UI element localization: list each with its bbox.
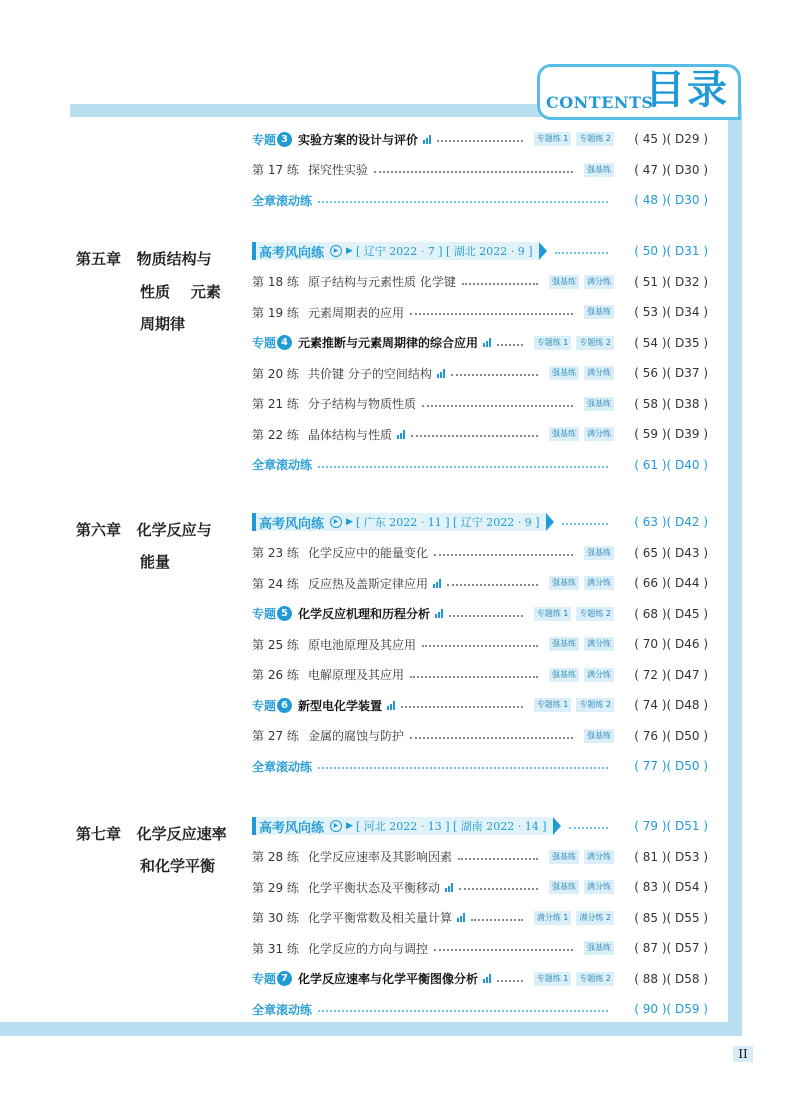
lesson-name: 化学平衡常数及相关量计算 [308,911,453,925]
lesson-number: 第 29 练 [252,880,299,895]
practice-badge: 强基练 [549,637,579,651]
lesson-row[interactable] [252,302,708,322]
level-bars-icon [387,701,395,710]
topic-name: 化学反应速率与化学平衡图像分析 [298,972,479,986]
gaokao-label: 高考风向练 [259,820,325,836]
leader-dots [422,405,573,407]
practice-badge: 专题练 1 [534,336,572,350]
practice-badge: 强基练 [549,880,579,894]
practice-badge: 满分练 1 [534,911,572,925]
review-label: 全章滚动练 [252,759,313,774]
leader-dots [471,919,523,921]
page-ref: ( 79 )( D51 ) [634,819,708,833]
lesson-number: 第 18 练 [252,275,299,289]
level-bars-icon [435,609,443,618]
gaokao-sources: [ 辽宁 2022 · 7 ] [ 湖北 2022 · 9 ] [355,245,533,258]
leader-dots [458,858,538,860]
leader-dots [434,949,573,951]
practice-badge: 满分练 [584,880,614,894]
topic-name: 实验方案的设计与评价 [298,132,419,147]
page-ref: ( 61 )( D40 ) [634,457,708,472]
page-ref: ( 81 )( D53 ) [634,849,708,864]
level-bars-icon [433,579,441,588]
contents-heading: CONTENTS [546,93,654,112]
topic-name: 元素推断与元素周期律的综合应用 [298,336,479,350]
lesson-row[interactable] [252,908,708,928]
leader-dots [462,283,538,285]
video-icon: ▶ [330,820,342,832]
practice-badge: 强基练 [549,275,579,289]
chapter-title-line: 和化学平衡 [140,857,216,875]
gaokao-banner [252,817,553,835]
leader-dots [447,584,538,586]
leader-dots [318,1010,608,1012]
lesson-name: 元素周期表的应用 [308,305,405,320]
topic-label: 专题 [252,336,277,350]
leader-dots [451,374,538,376]
practice-badge: 专题练 1 [534,972,572,986]
gaokao-row[interactable] [252,241,708,261]
practice-badge: 强基练 [584,729,614,743]
practice-badge: 专题练 2 [576,336,614,350]
practice-badge: 强基练 [584,163,614,177]
review-label: 全章滚动练 [252,1002,313,1017]
lesson-name: 金属的腐蚀与防护 [308,729,405,743]
lesson-name: 化学平衡状态及平衡移动 [308,880,441,895]
lesson-number: 第 20 练 [252,366,299,381]
page-ref: ( 83 )( D54 ) [634,880,708,894]
lesson-row[interactable] [252,847,708,867]
leader-dots [434,554,573,556]
topic-row[interactable] [252,129,708,149]
lesson-name: 晶体结构与性质 [308,427,393,442]
gaokao-row[interactable] [252,512,708,532]
gaokao-sources: [ 广东 2022 · 11 ] [ 辽宁 2022 · 9 ] [355,516,540,529]
leader-dots [411,435,538,437]
lesson-row[interactable] [252,363,708,383]
lesson-number: 第 31 练 [252,941,299,956]
lesson-name: 共价键 分子的空间结构 [308,366,432,381]
leader-dots [497,344,523,346]
page-ref: ( 90 )( D59 ) [634,1002,708,1016]
lesson-number: 第 17 练 [252,163,299,177]
page-ref: ( 85 )( D55 ) [634,910,708,925]
topic-label: 专题 [252,607,277,621]
practice-badge: 专题练 2 [576,607,614,621]
page-ref: ( 72 )( D47 ) [634,667,708,682]
leader-dots [410,737,573,739]
level-bars-icon [483,974,491,983]
level-bars-icon [445,883,453,892]
lesson-row[interactable] [252,394,708,414]
lesson-name: 分子结构与物质性质 [308,397,417,411]
practice-badge: 专题练 2 [576,698,614,712]
practice-badge: 强基练 [549,366,579,380]
level-bars-icon [423,135,431,144]
practice-badge: 满分练 [584,637,614,651]
gaokao-row[interactable] [252,816,708,836]
practice-badge: 强基练 [549,427,579,441]
gaokao-banner [252,513,546,531]
video-icon: ▶ [330,516,342,528]
topic-label: 专题 [252,972,277,986]
topic-row[interactable] [252,333,708,353]
topic-row[interactable] [252,695,708,715]
practice-badge: 专题练 1 [534,607,572,621]
page-ref: ( 56 )( D37 ) [634,366,708,380]
review-row[interactable] [252,999,708,1019]
lesson-number: 第 30 练 [252,911,299,925]
page-ref: ( 65 )( D43 ) [634,545,708,560]
page-ref: ( 53 )( D34 ) [634,305,708,319]
topic-row[interactable] [252,969,708,989]
page-ref: ( 59 )( D39 ) [634,427,708,441]
chapter-title-line: 能量 [140,553,171,571]
page-ref: ( 63 )( D42 ) [634,515,708,529]
gaokao-banner [252,242,539,260]
chapter-title-line: 周期律 [140,315,186,333]
page-ref: ( 58 )( D38 ) [634,396,708,411]
video-icon: ▶ [330,245,342,257]
practice-badge: 强基练 [584,305,614,319]
practice-badge: 强基练 [584,397,614,411]
page-ref: ( 66 )( D44 ) [634,576,708,590]
practice-badge: 满分练 [584,576,614,590]
lesson-name: 电解原理及其应用 [308,668,405,682]
practice-badge: 满分练 2 [576,911,614,925]
lesson-row[interactable] [252,938,708,958]
lesson-name: 探究性实验 [308,163,369,177]
topic-number-circle: 4 [277,335,292,350]
topic-row[interactable] [252,604,708,624]
practice-badge: 满分练 [584,850,614,864]
lesson-number: 第 22 练 [252,427,299,442]
topic-name: 新型电化学装置 [298,698,383,713]
page-ref: ( 70 )( D46 ) [634,637,708,651]
review-row[interactable] [252,455,708,475]
arrow-icon: ▶ [346,517,353,527]
lesson-number: 第 26 练 [252,668,299,682]
chapter-title-line: 第六章 化学反应与 [76,521,212,539]
practice-badge: 专题练 1 [534,698,572,712]
practice-badge: 专题练 2 [576,132,614,146]
level-bars-icon [437,369,445,378]
lesson-name: 反应热及盖斯定律应用 [308,576,429,591]
gaokao-label: 高考风向练 [259,245,325,261]
lesson-number: 第 24 练 [252,576,299,591]
leader-dots [449,615,523,617]
gaokao-label: 高考风向练 [259,516,325,532]
lesson-name: 原子结构与元素性质 化学键 [308,275,456,289]
gaokao-sources: [ 河北 2022 · 13 ] [ 湖南 2022 · 14 ] [355,820,547,833]
practice-badge: 强基练 [584,941,614,955]
leader-dots [562,523,608,525]
page-ref: ( 76 )( D50 ) [634,728,708,743]
leader-dots [410,676,538,678]
leader-dots [497,980,523,982]
practice-badge: 满分练 [584,427,614,441]
practice-badge: 满分练 [584,275,614,289]
review-label: 全章滚动练 [252,193,313,208]
review-label: 全章滚动练 [252,458,313,472]
leader-dots [318,201,608,203]
leader-dots [318,466,608,468]
topic-label: 专题 [252,132,277,147]
lesson-number: 第 25 练 [252,637,299,652]
page-ref: ( 88 )( D58 ) [634,971,708,986]
level-bars-icon [457,913,465,922]
page-ref: ( 51 )( D32 ) [634,274,708,289]
leader-dots [410,313,573,315]
lesson-row[interactable] [252,665,708,685]
leader-dots [318,767,608,769]
page-ref: ( 48 )( D30 ) [634,193,708,207]
practice-badge: 满分练 [584,366,614,380]
lesson-row[interactable] [252,573,708,593]
page-ref: ( 47 )( D30 ) [634,162,708,177]
practice-badge: 强基练 [549,576,579,590]
leader-dots [459,888,538,890]
bottom-frame-band [0,1022,742,1036]
lesson-row[interactable] [252,877,708,897]
right-frame-band [728,104,742,1036]
practice-badge: 强基练 [584,546,614,560]
practice-badge: 专题练 2 [576,972,614,986]
practice-badge: 强基练 [549,850,579,864]
lesson-number: 第 21 练 [252,397,299,411]
page-ref: ( 54 )( D35 ) [634,335,708,350]
lesson-row[interactable] [252,634,708,654]
leader-dots [555,252,608,254]
arrow-icon: ▶ [346,821,353,831]
leader-dots [437,140,523,142]
chapter-title-line: 第五章 物质结构与 [76,250,212,268]
lesson-number: 第 27 练 [252,729,299,743]
level-bars-icon [483,338,491,347]
topic-number-circle: 7 [277,971,292,986]
page-ref: ( 87 )( D57 ) [634,941,708,955]
page-ref: ( 68 )( D45 ) [634,606,708,621]
practice-badge: 专题练 1 [534,132,572,146]
practice-badge: 满分练 [584,668,614,682]
topic-number-circle: 5 [277,606,292,621]
mulu-heading: 目录 [645,67,729,113]
leader-dots [374,171,573,173]
page-ref: ( 45 )( D29 ) [634,132,708,146]
leader-dots [422,645,538,647]
lesson-name: 化学反应中的能量变化 [308,546,429,560]
lesson-name: 原电池原理及其应用 [308,637,417,652]
page-ref: ( 74 )( D48 ) [634,698,708,712]
chapter-title-line: 性质 元素 [140,283,221,301]
lesson-number: 第 19 练 [252,305,299,320]
lesson-row[interactable] [252,726,708,746]
review-row[interactable] [252,190,708,210]
lesson-row[interactable] [252,424,708,444]
topic-label: 专题 [252,698,277,713]
arrow-icon: ▶ [346,246,353,256]
lesson-row[interactable] [252,160,708,180]
page-ref: ( 77 )( D50 ) [634,759,708,773]
level-bars-icon [397,430,405,439]
topic-number-circle: 6 [277,698,292,713]
leader-dots [401,706,523,708]
lesson-row[interactable] [252,272,708,292]
page-number: II [733,1046,753,1062]
practice-badge: 强基练 [549,668,579,682]
leader-dots [569,827,608,829]
lesson-name: 化学反应的方向与调控 [308,941,429,956]
topic-name: 化学反应机理和历程分析 [298,607,431,621]
review-row[interactable] [252,756,708,776]
lesson-number: 第 23 练 [252,546,299,560]
lesson-name: 化学反应速率及其影响因素 [308,850,453,864]
page-ref: ( 50 )( D31 ) [634,244,708,258]
topic-number-circle: 3 [277,132,292,147]
lesson-row[interactable] [252,543,708,563]
lesson-number: 第 28 练 [252,850,299,864]
chapter-title-line: 第七章 化学反应速率 [76,825,227,843]
